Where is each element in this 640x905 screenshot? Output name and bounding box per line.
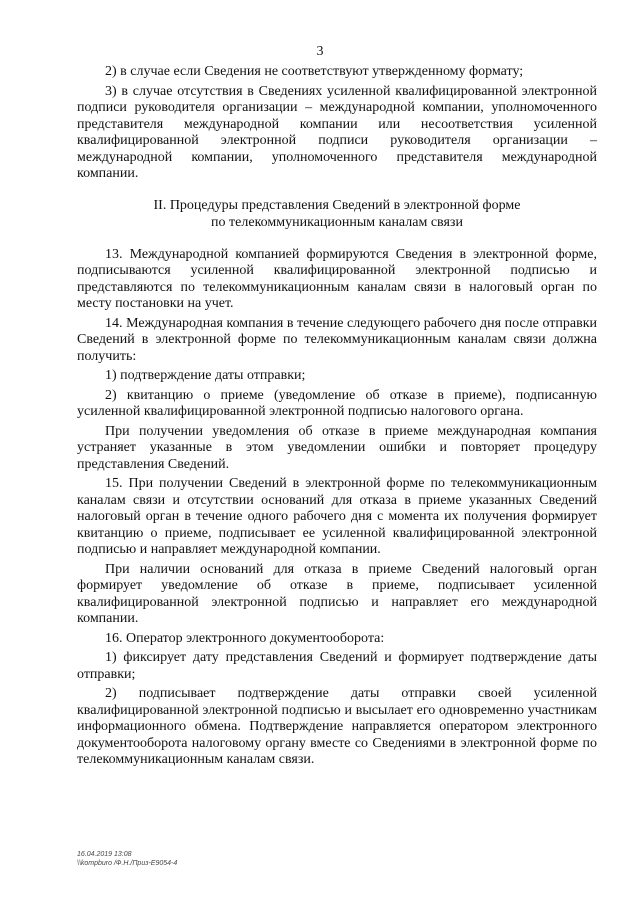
paragraph: 1) подтверждение даты отправки; (105, 368, 306, 383)
paragraph: 13. Международной компанией формируются Сведения в электронной форме, подписываются усиленной квалифицированной электронной подписью и представляются по телекоммуникационным каналам связи в налоговый орган по месту постановки на учет. (77, 246, 597, 311)
paragraph: 15. При получении Сведений в электронной форме по телекоммуникационным каналам связи и отсутствии оснований для отказа в приеме указанных Сведений налоговый орган в течение одного рабочего дня с момента их получения формирует квитанцию о приеме, подписывает ее усиленной квалифицированной электронной подписью и направляет международной компании. (77, 476, 597, 557)
paragraph: 14. Международная компания в течение следующего рабочего дня после отправки Сведений в электронной форме по телекоммуникационным каналам связи должна получить: (77, 315, 597, 364)
footer-stamp (77, 850, 177, 868)
paragraph: 3) в случае отсутствия в Сведениях усиленной квалифицированной электронной подписи руководителя организации – международной компании, уполномоченного представителя международной компании или несоответствия усиленной квалифицированной электронной подписи руководителя организации – международной компании, уполномоченного представителя международной компании. (77, 83, 597, 181)
footer-file-path: \\kompburo /Ф.Н./Приз-Е9054-4 (77, 860, 178, 867)
section-heading-line: II. Процедуры представления Сведений в электронной форме (153, 197, 521, 213)
section-heading-line: по телекоммуникационным каналам связи (211, 214, 463, 230)
paragraph: 1) фиксирует дату представления Сведений и формирует подтверждение даты отправки; (77, 650, 597, 682)
page-number: 3 (316, 44, 324, 59)
paragraph: 16. Оператор электронного документооборота: (105, 630, 385, 646)
footer-timestamp: 16.04.2019 13:08 (77, 851, 132, 858)
paragraph: 2) подписывает подтверждение даты отправки своей усиленной квалифицированной электронной подписью и высылает его одновременно участникам информационного обмена. Подтверждение направляется оператором электронного документооборота налоговому органу вместе со Сведениями в электронной форме по телекоммуникационным каналам связи. (77, 686, 597, 767)
document-body (77, 64, 597, 772)
section-heading (77, 197, 597, 231)
paragraph: 2) квитанцию о приеме (уведомление об отказе в приеме), подписанную усиленной квалифицированной электронной подписью налогового органа. (77, 387, 597, 419)
paragraph: 2) в случае если Сведения не соответствуют утвержденному формату; (105, 64, 524, 79)
paragraph: При получении уведомления об отказе в приеме международная компания устраняет указанные в этом уведомлении ошибки и повторяет процедуру представления Сведений. (77, 423, 597, 472)
paragraph: При наличии оснований для отказа в приеме Сведений налоговый орган формирует уведомление об отказе в приеме, подписывает усиленной квалифицированной электронной подписью и направляет его международной компании. (77, 561, 597, 626)
